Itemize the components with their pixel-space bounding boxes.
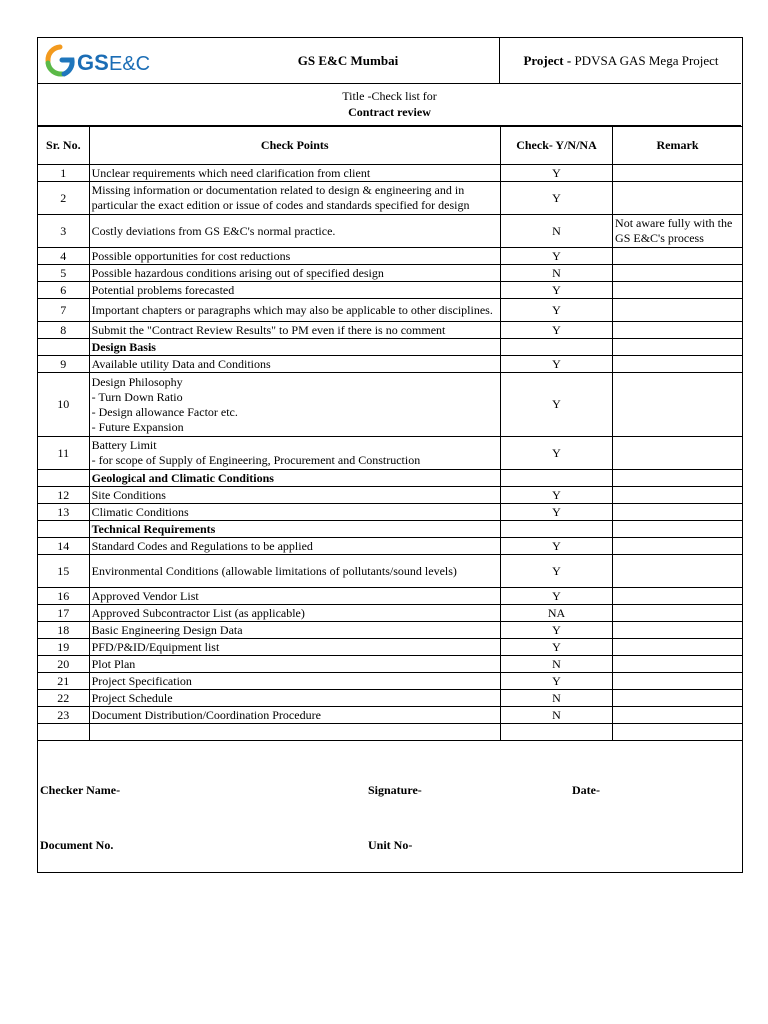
row-check-value: Y bbox=[500, 673, 612, 690]
table-row bbox=[38, 639, 742, 656]
row-check-value: Y bbox=[500, 165, 612, 182]
row-remark bbox=[613, 322, 742, 339]
row-remark bbox=[613, 673, 742, 690]
gs-enc-logo bbox=[42, 43, 151, 79]
row-remark bbox=[613, 356, 742, 373]
table-row bbox=[38, 487, 742, 504]
table-row bbox=[38, 707, 742, 724]
row-sr-no bbox=[38, 724, 89, 741]
row-check-point: Missing information or documentation related to design & engineering and in particular the exact edition or issue of codes and standards specified for design bbox=[89, 182, 500, 215]
row-remark bbox=[613, 165, 742, 182]
row-sr-no bbox=[38, 470, 89, 487]
table-row bbox=[38, 373, 742, 437]
row-check-value: N bbox=[500, 265, 612, 282]
row-sr-no bbox=[38, 521, 89, 538]
row-sr-no bbox=[38, 339, 89, 356]
table-row bbox=[38, 282, 742, 299]
row-sr-no: 20 bbox=[38, 656, 89, 673]
row-check-point: Project Specification bbox=[89, 673, 500, 690]
row-check-value bbox=[500, 470, 612, 487]
row-check-point: Basic Engineering Design Data bbox=[89, 622, 500, 639]
project-title bbox=[500, 38, 742, 84]
row-sr-no: 19 bbox=[38, 639, 89, 656]
row-sr-no: 5 bbox=[38, 265, 89, 282]
row-remark bbox=[613, 639, 742, 656]
row-check-value bbox=[500, 521, 612, 538]
row-check-value: Y bbox=[500, 504, 612, 521]
row-sr-no: 10 bbox=[38, 373, 89, 437]
row-check-value: Y bbox=[500, 538, 612, 555]
document-no-label: Document No. bbox=[40, 838, 114, 852]
row-check-value: Y bbox=[500, 373, 612, 437]
row-remark bbox=[613, 182, 742, 215]
row-check-value bbox=[500, 339, 612, 356]
title-line-2: Contract review bbox=[348, 105, 431, 119]
row-check-point: Document Distribution/Coordination Procedure bbox=[89, 707, 500, 724]
row-check-point: Site Conditions bbox=[89, 487, 500, 504]
row-check-point: Standard Codes and Regulations to be applied bbox=[89, 538, 500, 555]
row-remark bbox=[613, 605, 742, 622]
table-row bbox=[38, 437, 742, 470]
checklist-title bbox=[38, 84, 741, 126]
row-check-point: Plot Plan bbox=[89, 656, 500, 673]
row-sr-no: 1 bbox=[38, 165, 89, 182]
row-sr-no: 23 bbox=[38, 707, 89, 724]
project-name: PDVSA GAS Mega Project bbox=[574, 53, 719, 68]
checklist-table bbox=[38, 126, 742, 741]
row-check-point: Project Schedule bbox=[89, 690, 500, 707]
col-header-sr: Sr. No. bbox=[38, 127, 89, 165]
row-sr-no: 12 bbox=[38, 487, 89, 504]
row-remark bbox=[613, 555, 742, 588]
date-label: Date- bbox=[572, 783, 600, 797]
col-header-check-points: Check Points bbox=[89, 127, 500, 165]
row-check-point bbox=[89, 724, 500, 741]
row-remark bbox=[613, 656, 742, 673]
row-check-value: Y bbox=[500, 622, 612, 639]
row-remark bbox=[613, 437, 742, 470]
col-header-check: Check- Y/N/NA bbox=[500, 127, 612, 165]
company-name: GS E&C Mumbai bbox=[297, 53, 399, 68]
row-check-point: Design Basis bbox=[89, 339, 500, 356]
title-line-1: Title -Check list for bbox=[342, 89, 437, 103]
row-check-point: Approved Subcontractor List (as applicable) bbox=[89, 605, 500, 622]
row-sr-no: 18 bbox=[38, 622, 89, 639]
section-row bbox=[38, 339, 742, 356]
table-row bbox=[38, 673, 742, 690]
row-sr-no: 8 bbox=[38, 322, 89, 339]
row-remark bbox=[613, 588, 742, 605]
row-sr-no: 4 bbox=[38, 248, 89, 265]
table-row bbox=[38, 215, 742, 248]
row-sr-no: 21 bbox=[38, 673, 89, 690]
row-check-value: Y bbox=[500, 555, 612, 588]
table-row bbox=[38, 322, 742, 339]
row-sr-no: 16 bbox=[38, 588, 89, 605]
table-row bbox=[38, 690, 742, 707]
table-row bbox=[38, 182, 742, 215]
row-remark bbox=[613, 265, 742, 282]
row-remark bbox=[613, 487, 742, 504]
row-check-value: Y bbox=[500, 322, 612, 339]
row-check-point: Possible hazardous conditions arising out of specified design bbox=[89, 265, 500, 282]
row-check-value bbox=[500, 724, 612, 741]
row-check-point: PFD/P&ID/Equipment list bbox=[89, 639, 500, 656]
checker-name-label: Checker Name- bbox=[40, 783, 121, 797]
table-row bbox=[38, 265, 742, 282]
row-check-value: Y bbox=[500, 356, 612, 373]
row-check-value: Y bbox=[500, 588, 612, 605]
row-remark: Not aware fully with the GS E&C's process bbox=[613, 215, 742, 248]
row-check-value: Y bbox=[500, 182, 612, 215]
logo-wordmark-gs: GS bbox=[77, 50, 109, 75]
row-remark bbox=[613, 538, 742, 555]
row-check-point: Technical Requirements bbox=[89, 521, 500, 538]
row-check-point: Submit the "Contract Review Results" to PM even if there is no comment bbox=[89, 322, 500, 339]
row-sr-no: 2 bbox=[38, 182, 89, 215]
row-remark bbox=[613, 282, 742, 299]
checklist-sheet bbox=[37, 37, 743, 873]
table-row bbox=[38, 622, 742, 639]
row-remark bbox=[613, 248, 742, 265]
row-check-value: N bbox=[500, 690, 612, 707]
row-check-point: Battery Limit - for scope of Supply of Engineering, Procurement and Construction bbox=[89, 437, 500, 470]
row-check-point: Potential problems forecasted bbox=[89, 282, 500, 299]
unit-no-label: Unit No- bbox=[368, 838, 413, 852]
row-check-point: Available utility Data and Conditions bbox=[89, 356, 500, 373]
row-check-point: Unclear requirements which need clarification from client bbox=[89, 165, 500, 182]
row-check-value: N bbox=[500, 656, 612, 673]
row-remark bbox=[613, 690, 742, 707]
row-sr-no: 9 bbox=[38, 356, 89, 373]
table-row bbox=[38, 724, 742, 741]
section-row bbox=[38, 470, 742, 487]
col-header-remark: Remark bbox=[613, 127, 742, 165]
row-check-point: Important chapters or paragraphs which may also be applicable to other disciplines. bbox=[89, 299, 500, 322]
table-row bbox=[38, 538, 742, 555]
row-sr-no: 22 bbox=[38, 690, 89, 707]
row-check-value: Y bbox=[500, 248, 612, 265]
row-check-value: Y bbox=[500, 282, 612, 299]
row-remark bbox=[613, 373, 742, 437]
row-check-value: N bbox=[500, 215, 612, 248]
table-row bbox=[38, 165, 742, 182]
row-check-point: Environmental Conditions (allowable limitations of pollutants/sound levels) bbox=[89, 555, 500, 588]
row-check-value: NA bbox=[500, 605, 612, 622]
table-row bbox=[38, 555, 742, 588]
row-check-point: Geological and Climatic Conditions bbox=[89, 470, 500, 487]
row-sr-no: 11 bbox=[38, 437, 89, 470]
row-check-value: Y bbox=[500, 437, 612, 470]
row-remark bbox=[613, 299, 742, 322]
row-remark bbox=[613, 470, 742, 487]
signature-label: Signature- bbox=[368, 783, 422, 797]
row-sr-no: 7 bbox=[38, 299, 89, 322]
table-header-row bbox=[38, 127, 742, 165]
table-row bbox=[38, 588, 742, 605]
row-check-point: Design Philosophy - Turn Down Ratio - Design allowance Factor etc. - Future Expansion bbox=[89, 373, 500, 437]
project-label: Project - bbox=[523, 53, 572, 68]
section-row bbox=[38, 521, 742, 538]
logo-wordmark-enc: E&C bbox=[109, 53, 151, 75]
row-sr-no: 13 bbox=[38, 504, 89, 521]
row-sr-no: 3 bbox=[38, 215, 89, 248]
row-remark bbox=[613, 504, 742, 521]
row-remark bbox=[613, 622, 742, 639]
row-check-value: Y bbox=[500, 487, 612, 504]
row-sr-no: 6 bbox=[38, 282, 89, 299]
table-row bbox=[38, 656, 742, 673]
table-row bbox=[38, 356, 742, 373]
row-sr-no: 15 bbox=[38, 555, 89, 588]
table-row bbox=[38, 299, 742, 322]
row-check-point: Approved Vendor List bbox=[89, 588, 500, 605]
row-check-point: Possible opportunities for cost reductions bbox=[89, 248, 500, 265]
row-check-point: Climatic Conditions bbox=[89, 504, 500, 521]
row-remark bbox=[613, 339, 742, 356]
table-row bbox=[38, 248, 742, 265]
row-remark bbox=[613, 521, 742, 538]
row-check-point: Costly deviations from GS E&C's normal practice. bbox=[89, 215, 500, 248]
row-check-value: Y bbox=[500, 639, 612, 656]
row-remark bbox=[613, 724, 742, 741]
row-sr-no: 14 bbox=[38, 538, 89, 555]
document-header bbox=[38, 38, 741, 84]
table-row bbox=[38, 605, 742, 622]
row-check-value: N bbox=[500, 707, 612, 724]
row-sr-no: 17 bbox=[38, 605, 89, 622]
row-check-value: Y bbox=[500, 299, 612, 322]
table-row bbox=[38, 504, 742, 521]
row-remark bbox=[613, 707, 742, 724]
